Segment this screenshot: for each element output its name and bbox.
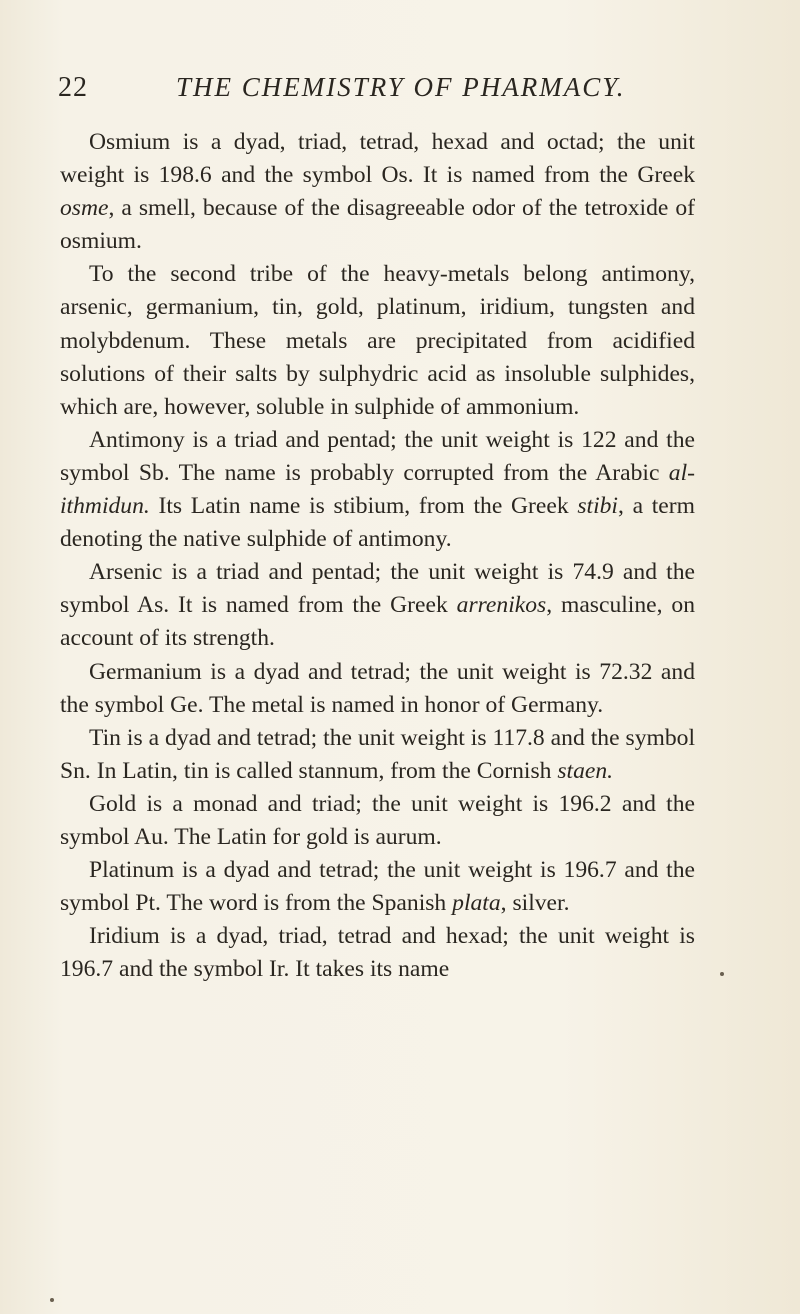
paragraph-germanium: Germanium is a dyad and tetrad; the unit weight is 72.32 and the symbol Ge. The metal is named in honor of Germany. [60,658,695,718]
paragraph-arsenic: Arsenic is a triad and pentad; the unit weight is 74.9 and the symbol As. It is named from the Greek arrenikos, masculine, on account of its strength. [60,559,695,652]
running-title: THE CHEMISTRY OF PHARMACY. [176,72,626,102]
paragraph-osmium: Osmium is a dyad, triad, tetrad, hexad and octad; the unit weight is 198.6 and the symbol Os. It is named from the Greek osme, a smell, because of the disagreeable odor of the tetroxide of osmium. [60,129,695,255]
paragraph-platinum: Platinum is a dyad and tetrad; the unit weight is 196.7 and the symbol Pt. The word is from the Spanish plata, silver. [60,857,695,917]
ink-speck [720,972,724,976]
paragraph-iridium: Iridium is a dyad, triad, tetrad and hexad; the unit weight is 196.7 and the symbol Ir. It takes its name [60,923,695,983]
ink-speck [50,1298,54,1302]
paragraph-antimony: Antimony is a triad and pentad; the unit weight is 122 and the symbol Sb. The name is probably corrupted from the Arabic al-ithmidun. Its Latin name is stibium, from the Greek stibi, a term denoting the native sulphide of antimony. [60,426,695,553]
paragraph-tin: Tin is a dyad and tetrad; the unit weight is 117.8 and the symbol Sn. In Latin, tin is called stannum, from the Cornish staen. [60,724,695,784]
paragraph-gold: Gold is a monad and triad; the unit weight is 196.2 and the symbol Au. The Latin for gold is aurum. [60,790,695,850]
page-number: 22 [58,72,88,103]
running-head [58,72,748,112]
body-text [60,126,695,986]
paragraph-second-tribe: To the second tribe of the heavy-metals belong antimony, arsenic, germanium, tin, gold, platinum, iridium, tungsten and molybdenum. These metals are precipitated from acidified solutions of their salts by sulphydric acid as insoluble sulphides, which are, however, soluble in sulphide of ammonium. [60,261,695,420]
